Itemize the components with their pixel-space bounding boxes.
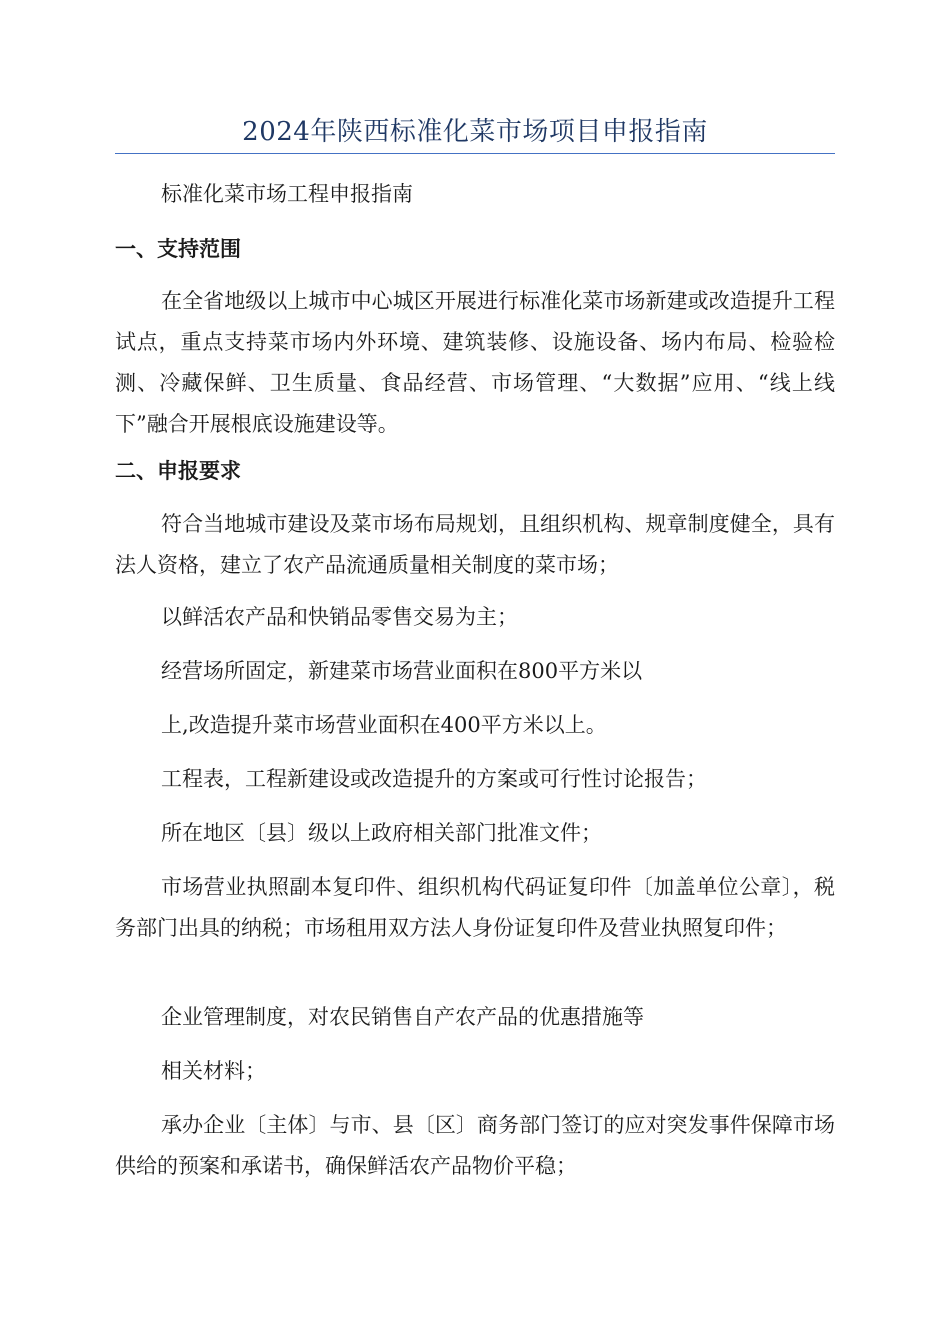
document-title: 2024年陕西标准化菜市场项目申报指南 xyxy=(242,117,708,147)
section-heading-requirements: 二、申报要求 xyxy=(115,459,241,483)
requirement-paragraph-4: 上,改造提升菜市场营业面积在400平方米以上。 xyxy=(161,713,607,737)
requirement-paragraph-2: 以鲜活农产品和快销品零售交易为主； xyxy=(161,605,518,629)
requirement-paragraph-6: 所在地区〔县〕级以上政府相关部门批准文件； xyxy=(161,821,602,845)
requirement-paragraph-7: 市场营业执照副本复印件、组织机构代码证复印件〔加盖单位公章〕，税务部门出具的纳税；市场租用双方法人身份证复印件及营业执照复印件； xyxy=(115,875,835,940)
requirement-paragraph-10: 承办企业〔主体〕与市、县〔区〕商务部门签订的应对突发事件保障市场供给的预案和承诺书，确保鲜活农产品物价平稳； xyxy=(115,1113,835,1178)
requirement-paragraph-9: 相关材料； xyxy=(161,1059,266,1083)
requirement-paragraph-1: 符合当地城市建设及菜市场布局规划，且组织机构、规章制度健全，具有法人资格，建立了农产品流通质量相关制度的菜市场； xyxy=(115,512,835,577)
document-subtitle: 标准化菜市场工程申报指南 xyxy=(161,182,413,206)
scope-paragraph: 在全省地级以上城市中心城区开展进行标准化菜市场新建或改造提升工程试点，重点支持菜市场内外环境、建筑装修、设施设备、场内布局、检验检测、冷藏保鲜、卫生质量、食品经营、市场管理、“大数据”应用、“线上线下”融合开展根底设施建设等。 xyxy=(115,289,835,436)
requirement-paragraph-3: 经营场所固定，新建菜市场营业面积在800平方米以 xyxy=(161,659,643,683)
title-underline xyxy=(115,153,835,154)
requirement-paragraph-8: 企业管理制度，对农民销售自产农产品的优惠措施等 xyxy=(161,1005,644,1029)
requirement-paragraph-5: 工程表，工程新建设或改造提升的方案或可行性讨论报告； xyxy=(161,767,707,791)
section-heading-scope: 一、支持范围 xyxy=(115,237,241,261)
